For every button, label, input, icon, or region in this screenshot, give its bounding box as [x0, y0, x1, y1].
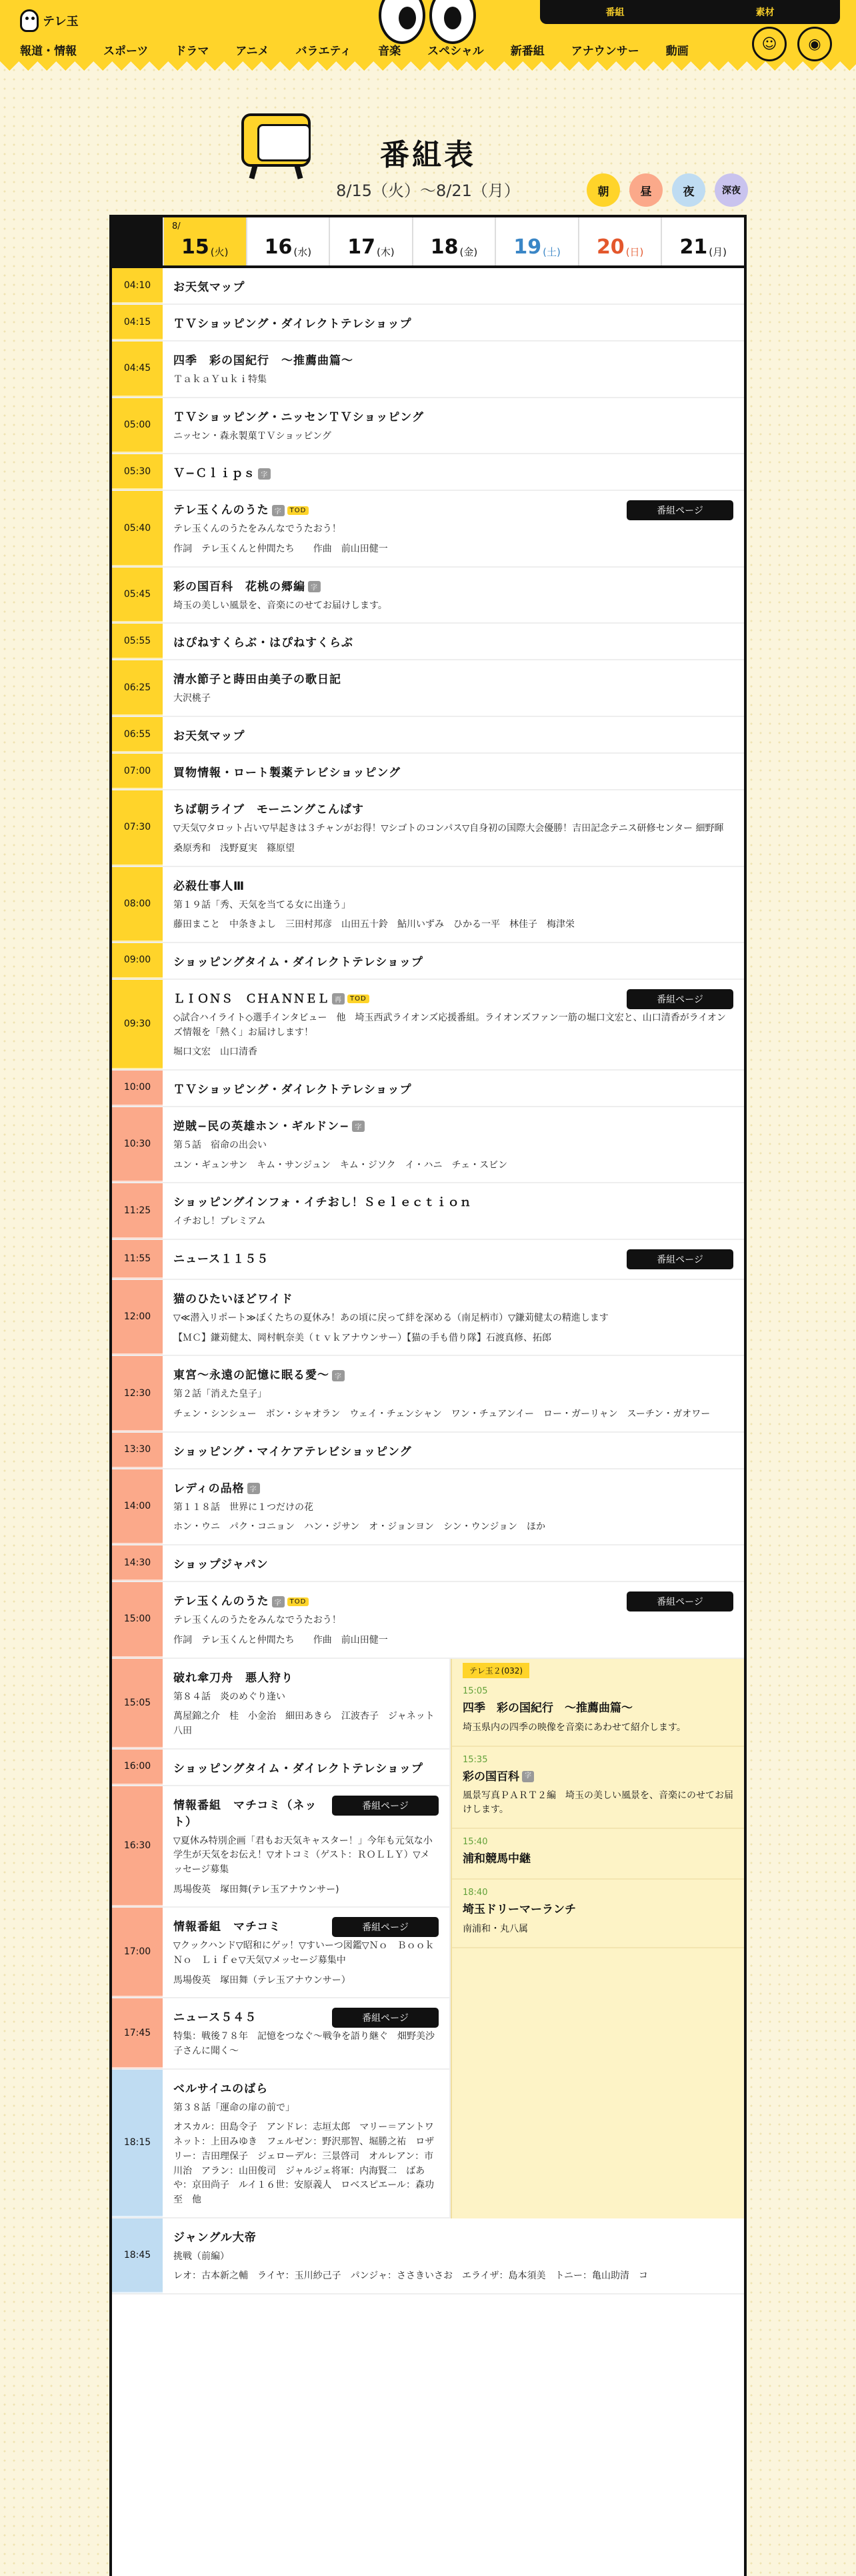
program-title[interactable]: 必殺仕事人Ⅲ [173, 879, 245, 893]
date-range: 8/15（火）〜8/21（月） [336, 181, 520, 200]
subchannel-program[interactable] [452, 1829, 744, 1880]
program-description: 作詞 テレ玉くんと仲間たち 作曲 前山田健一 [173, 1634, 388, 1646]
program-title[interactable]: ショップジャパン [173, 1558, 269, 1572]
period-button[interactable]: 深夜 [715, 173, 748, 207]
subchannel-description: 埼玉県内の四季の映像を音楽にあわせて紹介します。 [463, 1722, 686, 1733]
program-cell[interactable] [163, 568, 744, 623]
program-row [112, 454, 744, 491]
site-logo[interactable] [20, 9, 79, 32]
period-selector [587, 173, 748, 207]
subchannel-description: 南浦和・丸八属 [463, 1923, 528, 1934]
time-slot: 17:00 [112, 1908, 163, 1997]
program-badge: 字 [272, 505, 285, 516]
subchannel-program[interactable] [452, 1747, 744, 1830]
time-slot: 09:30 [112, 980, 163, 1069]
time-slot: 12:00 [112, 1280, 163, 1355]
time-slot: 15:05 [112, 1659, 163, 1748]
program-page-button[interactable]: 番組ページ [627, 1249, 733, 1269]
topbar-material-link[interactable]: 素材 [755, 7, 775, 18]
mascot-eyes-icon [379, 0, 477, 47]
program-cell[interactable] [163, 1280, 744, 1355]
program-badge: TOD [347, 995, 369, 1003]
program-description: ＴａｋａＹｕｋｉ特集 [173, 374, 267, 385]
program-badge: 再 [332, 993, 345, 1005]
program-cell[interactable] [163, 1071, 744, 1106]
time-slot: 07:30 [112, 790, 163, 865]
program-title[interactable]: ニュース５４５ [173, 2011, 257, 2025]
program-description: ▽天気▽タロット占い▽早起きは３チャンがお得！▽シゴトのコンパス▽自身初の国際大会優勝！吉田記念テニス研修センター 細野暉 [173, 823, 724, 834]
time-slot: 06:25 [112, 660, 163, 716]
program-cell[interactable] [163, 398, 744, 454]
program-title[interactable]: ショッピングタイム・ダイレクトテレショップ [173, 1762, 423, 1776]
program-title[interactable]: 東宮〜永遠の記憶に眠る愛〜 字 [173, 1365, 733, 1382]
period-button[interactable]: 朝 [587, 173, 620, 207]
program-row [112, 1107, 744, 1183]
time-slot: 11:55 [112, 1240, 163, 1279]
program-description: 第５話 宿命の出会い [173, 1139, 267, 1151]
program-cell[interactable] [163, 342, 744, 397]
subchannel-title[interactable]: 四季 彩の国紀行 〜推薦曲篇〜 [463, 1702, 633, 1715]
time-slot: 05:40 [112, 491, 163, 566]
program-badge: 字 [522, 1771, 534, 1782]
program-row [112, 1469, 744, 1545]
day-tab[interactable] [246, 217, 329, 265]
day-tabs-corner [112, 217, 163, 265]
program-description: 第２話「消えた皇子」 [173, 1389, 267, 1400]
program-description: 第３８話「運命の扉の前で」 [173, 2102, 295, 2113]
program-row [112, 867, 744, 943]
time-slot: 13:30 [112, 1433, 163, 1468]
program-row [112, 305, 744, 342]
subchannel-time: 15:40 [463, 1837, 488, 1848]
program-row [112, 624, 744, 660]
schedule-grid [109, 215, 747, 2576]
program-description: オスカル：田島令子 アンドレ：志垣太郎 マリー＝アントワネット：上田みゆき フェルゼン：野沢那智、堀勝之祐 ロザリー：吉田理保子 ジェローデル：三景啓司 オルレアン：市川治 アラン：山田俊司 ジャルジェ将軍：内海賢二 ばあや：京田尚子 ルイ１６世：安原義人 ロベスピエール：森功至 他 [173, 2122, 435, 2205]
nav-item[interactable]: スペシャル [427, 45, 484, 58]
program-row [112, 1071, 744, 1107]
program-title[interactable]: 情報番組 マチコミ（ネット） [173, 1798, 317, 1829]
nav-item[interactable]: スポーツ [103, 45, 149, 58]
program-title[interactable]: ニュース１１５５ [173, 1253, 269, 1266]
program-badge: 字 [272, 1596, 285, 1607]
program-cell[interactable] [163, 943, 744, 979]
program-title[interactable]: ちば朝ライブ モーニングこんぱす [173, 803, 364, 817]
program-badge: TOD [287, 506, 309, 515]
program-row [112, 660, 744, 717]
time-slot: 08:00 [112, 867, 163, 942]
program-description: 埼玉の美しい風景を、音楽にのせてお届けします。 [173, 600, 387, 611]
day-tabs [112, 217, 744, 268]
time-slot: 15:00 [112, 1582, 163, 1657]
program-title[interactable]: テレ玉くんのうた 字 TOD [173, 500, 733, 517]
subchannel-title[interactable]: 彩の国百科 字 [463, 1769, 733, 1786]
program-title[interactable]: ショッピング・マイケアテレビショッピング [173, 1445, 412, 1459]
time-slot: 10:00 [112, 1071, 163, 1106]
program-badge: 字 [352, 1121, 365, 1132]
program-title[interactable]: ＴＶショッピング・ニッセンＴＶショッピング [173, 410, 424, 424]
program-badge: 字 [247, 1483, 260, 1494]
main-nav [20, 41, 715, 58]
program-description: 作詞 テレ玉くんと仲間たち 作曲 前山田健一 [173, 544, 388, 555]
day-tab[interactable] [661, 217, 744, 265]
program-row [112, 1582, 744, 1658]
program-cell[interactable] [163, 1240, 744, 1279]
topbar-program-link[interactable]: 番組 [605, 7, 625, 18]
program-title[interactable]: お天気マップ [173, 730, 245, 744]
program-description: 第１１８話 世界に１つだけの花 [173, 1501, 313, 1513]
time-slot: 12:30 [112, 1356, 163, 1431]
program-title[interactable]: ショッピングタイム・ダイレクトテレショップ [173, 955, 423, 969]
period-button[interactable]: 昼 [629, 173, 663, 207]
time-slot: 18:15 [112, 2070, 163, 2217]
program-title[interactable]: 破れ傘刀舟 悪人狩り [173, 1671, 293, 1685]
program-row [112, 568, 744, 624]
program-title[interactable]: 情報番組 マチコミ [173, 1920, 281, 1934]
program-description: ニッセン・森永製菓ＴＶショッピング [173, 430, 331, 442]
subchannel-panel [451, 1659, 744, 2218]
time-slot: 06:55 [112, 717, 163, 752]
program-description: ▽夏休み特別企画「君もお天気キャスター！」今年も元気な小学生が天気をお伝え！▽オトコミ（ゲスト：ＲＯＬＬＹ）▽メッセージ募集 [173, 1835, 433, 1875]
time-slot: 16:30 [112, 1786, 163, 1907]
program-cell[interactable] [163, 1183, 744, 1239]
program-page-button[interactable]: 番組ページ [332, 1796, 439, 1816]
program-cell[interactable] [163, 717, 744, 752]
program-cell[interactable] [163, 980, 744, 1069]
program-title[interactable]: 四季 彩の国紀行 〜推薦曲篇〜 [173, 354, 353, 368]
logo-text: テレ玉 [43, 15, 79, 29]
program-row [112, 943, 744, 980]
program-row [112, 1545, 744, 1582]
nav-item[interactable]: 報道・情報 [20, 45, 77, 58]
nav-item[interactable]: 動画 [665, 45, 689, 58]
nav-item[interactable]: アナウンサー [571, 45, 639, 58]
time-slot: 09:00 [112, 943, 163, 979]
time-slot: 18:45 [112, 2218, 163, 2293]
program-cell[interactable] [163, 1750, 451, 1785]
program-description: 挑戦（前編） [173, 2250, 229, 2262]
program-title[interactable]: レディの品格 字 [173, 1479, 733, 1495]
program-cell[interactable] [163, 1356, 744, 1431]
program-page-button[interactable]: 番組ページ [627, 989, 733, 1009]
program-description: 馬場俊英 塚田舞(テレ玉アナウンサー) [173, 1884, 339, 1895]
program-title[interactable]: 猫のひたいほどワイド [173, 1293, 293, 1306]
program-cell[interactable] [163, 790, 744, 865]
program-row [112, 1433, 744, 1469]
program-title[interactable]: 買物情報・ロート製薬テレビショッピング [173, 766, 401, 780]
subchannel-program[interactable] [452, 1880, 744, 1948]
day-date: 19 [513, 235, 542, 259]
header-zigzag [0, 61, 856, 99]
program-page-button[interactable]: 番組ページ [332, 2008, 439, 2028]
time-slot: 05:30 [112, 454, 163, 490]
program-cell[interactable] [163, 867, 744, 942]
program-description: 萬屋錦之介 桂 小金治 細田あきら 江波杏子 ジャネット八田 [173, 1711, 435, 1736]
program-cell[interactable] [163, 454, 744, 490]
program-cell[interactable] [163, 305, 744, 340]
program-description: テレ玉くんのうたをみんなでうたおう！ [173, 1615, 341, 1626]
program-description: ユン・ギュンサン キム・サンジュン キム・ジソク イ・ハニ チェ・スビン [173, 1159, 508, 1171]
program-cell[interactable] [163, 1582, 744, 1657]
day-month: 8/ [172, 221, 181, 231]
program-title[interactable]: 清水節子と蒔田由美子の歌日記 [173, 673, 341, 687]
day-of-week: (木) [376, 246, 395, 258]
program-description: ◇試合ハイライト◇選手インタビュー 他 埼玉西武ライオンズ応援番組。ライオンズファン一筋の堀口文宏と、山口清香がライオンズ情報を「熱く」お届けします！ [173, 1012, 726, 1038]
program-description: 桑原秀和 浅野夏実 篠原望 [173, 842, 295, 854]
subchannel-title[interactable]: 浦和競馬中継 [463, 1852, 531, 1866]
program-description: ホン・ウニ パク・コニョン ハン・ジサン オ・ジョンヨン シン・ウンジョン ほか [173, 1521, 546, 1533]
day-tab[interactable] [578, 217, 661, 265]
program-title[interactable]: はぴねすくらぶ・はぴねすくらぶ [173, 636, 353, 650]
program-badge: 字 [332, 1370, 345, 1381]
program-row [112, 268, 744, 305]
time-slot: 17:45 [112, 1998, 163, 2068]
mascot-face-icon[interactable]: ☺ [752, 27, 787, 61]
program-description: 第１９話「秀、天気を当てる女に出逢う」 [173, 899, 351, 910]
program-cell[interactable] [163, 624, 744, 659]
program-title[interactable]: ジャングル大帝 [173, 2230, 257, 2244]
subchannel-time: 18:40 [463, 1887, 488, 1898]
day-of-week: (土) [543, 246, 561, 258]
program-row [112, 754, 744, 790]
day-of-week: (日) [625, 246, 644, 258]
program-row [112, 491, 744, 567]
time-slot: 16:00 [112, 1750, 163, 1785]
program-row [112, 1183, 744, 1240]
program-badge: 字 [258, 468, 271, 480]
program-row [112, 342, 744, 398]
top-utility-bar [540, 0, 840, 24]
character-icon[interactable]: ◉ [797, 27, 832, 61]
program-badge: 字 [308, 581, 321, 592]
program-page-button[interactable]: 番組ページ [627, 500, 733, 520]
program-cell[interactable] [163, 491, 744, 566]
program-cell[interactable] [163, 754, 744, 789]
program-cell[interactable] [163, 1786, 451, 1907]
program-cell[interactable] [163, 1433, 744, 1468]
time-slot: 04:45 [112, 342, 163, 397]
program-row [112, 1240, 744, 1280]
program-description: 特集：戦後７８年 記憶をつなぐ〜戦争を語り継ぐ 畑野美沙子さんに聞く〜 [173, 2031, 435, 2057]
program-description: 第８４話 炎のめぐり逢い [173, 1691, 285, 1702]
subchannel-title[interactable]: 埼玉ドリーマーランチ [463, 1902, 576, 1916]
time-slot: 04:10 [112, 268, 163, 303]
program-row [112, 717, 744, 754]
program-description: テレ玉くんのうたをみんなでうたおう！ [173, 524, 341, 535]
program-description: 馬場俊英 塚田舞（テレ玉アナウンサー） [173, 1974, 351, 1986]
program-page-button[interactable]: 番組ページ [627, 1591, 733, 1612]
day-date: 15 [181, 235, 209, 259]
time-slot: 04:15 [112, 305, 163, 340]
day-tab[interactable] [495, 217, 578, 265]
program-title[interactable]: お天気マップ [173, 281, 245, 294]
program-page-button[interactable]: 番組ページ [332, 1917, 439, 1937]
program-description: ▽クックハンド▽昭和にゲッ！▽すいーつ図鑑▽Ｎｏ Ｂｏｏｋ Ｎｏ Ｌｉｆｅ▽天気▽メッセージ募集中 [173, 1940, 444, 1966]
time-slot: 05:45 [112, 568, 163, 623]
time-slot: 14:30 [112, 1545, 163, 1581]
program-row [112, 980, 744, 1071]
program-title[interactable]: ＴＶショッピング・ダイレクトテレショップ [173, 317, 412, 331]
program-title[interactable]: 逆賊−民の英雄ホン・ギルドン− 字 [173, 1117, 733, 1133]
day-of-week: (金) [459, 246, 478, 258]
program-title[interactable]: 彩の国百科 花桃の郷編 字 [173, 577, 733, 594]
program-title[interactable]: ショッピングインフォ・イチおし！Ｓｅｌｅｃｔｉｏｎ [173, 1196, 472, 1210]
time-slot: 11:25 [112, 1183, 163, 1239]
program-row [112, 398, 744, 455]
nav-item[interactable]: アニメ [235, 45, 269, 58]
page-title: 番組表 [380, 138, 476, 172]
day-tab[interactable] [163, 217, 246, 265]
program-cell[interactable] [163, 268, 744, 303]
program-title[interactable]: ＬＩＯＮＳ ＣＨＡＮＮＥＬ 再 TOD [173, 989, 733, 1006]
program-title[interactable]: Ｖ−Ｃｌｉｐｓ 字 [173, 464, 733, 480]
period-button[interactable]: 夜 [672, 173, 705, 207]
time-slot: 10:30 [112, 1107, 163, 1182]
nav-item[interactable]: 音楽 [378, 45, 401, 58]
day-date: 20 [596, 235, 625, 259]
program-cell[interactable] [163, 1107, 744, 1182]
program-description: 大沢桃子 [173, 693, 211, 704]
day-tab[interactable] [412, 217, 495, 265]
day-date: 17 [347, 235, 375, 259]
program-description: ▽≪潜入リポート≫ぼくたちの夏休み！あの頃に戻って絆を深める（南足柄市）▽鎌苅健太の精進します [173, 1313, 609, 1323]
subchannel-time: 15:35 [463, 1754, 488, 1765]
program-title[interactable]: テレ玉くんのうた 字 TOD [173, 1591, 733, 1608]
time-slot: 07:00 [112, 754, 163, 789]
program-badge: TOD [287, 1597, 309, 1606]
subchannel-badge: テレ玉２(032) [463, 1663, 529, 1678]
logo-mascot-icon [20, 9, 39, 32]
program-cell[interactable] [163, 2070, 451, 2217]
subchannel-description: 風景写真ＰＡＲＴ２編 埼玉の美しい風景を、音楽にのせてお届けします。 [463, 1790, 733, 1816]
time-slot: 14:00 [112, 1469, 163, 1544]
nav-item[interactable]: 新番組 [510, 45, 545, 58]
program-description: レオ：古本新之輔 ライヤ：玉川紗己子 パンジャ：ささきいさお エライザ：島本須美 トニー：亀山助清 コ [173, 2271, 648, 2282]
program-rows [112, 268, 744, 2295]
day-of-week: (月) [709, 246, 727, 258]
program-description: チェン・シンシュー ボン・シャオラン ウェイ・チェンシャン ワン・チュアンイー ロー・ガーリャン スーチン・ガオワー [173, 1409, 711, 1420]
program-row [112, 2218, 744, 2295]
program-cell[interactable] [163, 1469, 744, 1544]
site-header [0, 0, 856, 61]
day-date: 21 [679, 235, 708, 259]
program-title[interactable]: ベルサイユのばら [173, 2082, 269, 2096]
program-cell[interactable] [163, 1998, 451, 2068]
program-cell[interactable] [163, 1545, 744, 1581]
subchannel-time: 15:05 [463, 1686, 488, 1696]
nav-item[interactable]: バラエティ [295, 45, 352, 58]
program-row [112, 1280, 744, 1356]
program-description: イチおし！プレミアム [173, 1216, 266, 1227]
program-cell[interactable] [163, 2218, 744, 2293]
day-date: 18 [430, 235, 459, 259]
time-slot: 05:00 [112, 398, 163, 454]
program-row [112, 1356, 744, 1432]
time-slot: 05:55 [112, 624, 163, 659]
program-description: 堀口文宏 山口清香 [173, 1047, 257, 1058]
nav-item[interactable]: ドラマ [175, 45, 209, 58]
day-date: 16 [264, 235, 293, 259]
program-title[interactable]: ＴＶショッピング・ダイレクトテレショップ [173, 1083, 412, 1097]
day-tab[interactable] [329, 217, 412, 265]
program-row [112, 790, 744, 866]
program-description: 【ＭＣ】鎌苅健太、岡村帆奈美（ｔｖｋアナウンサー）【猫の手も借り隊】石渡真修、拓郎 [173, 1332, 551, 1343]
program-description: 藤田まこと 中条きよし 三田村邦彦 山田五十鈴 鮎川いずみ ひかる一平 林佳子 梅津栄 [173, 919, 575, 930]
subchannel-program[interactable] [452, 1678, 744, 1747]
day-of-week: (火) [210, 246, 229, 258]
day-of-week: (水) [293, 246, 312, 258]
program-cell[interactable] [163, 660, 744, 716]
program-cell[interactable] [163, 1908, 451, 1997]
program-cell[interactable] [163, 1659, 451, 1748]
